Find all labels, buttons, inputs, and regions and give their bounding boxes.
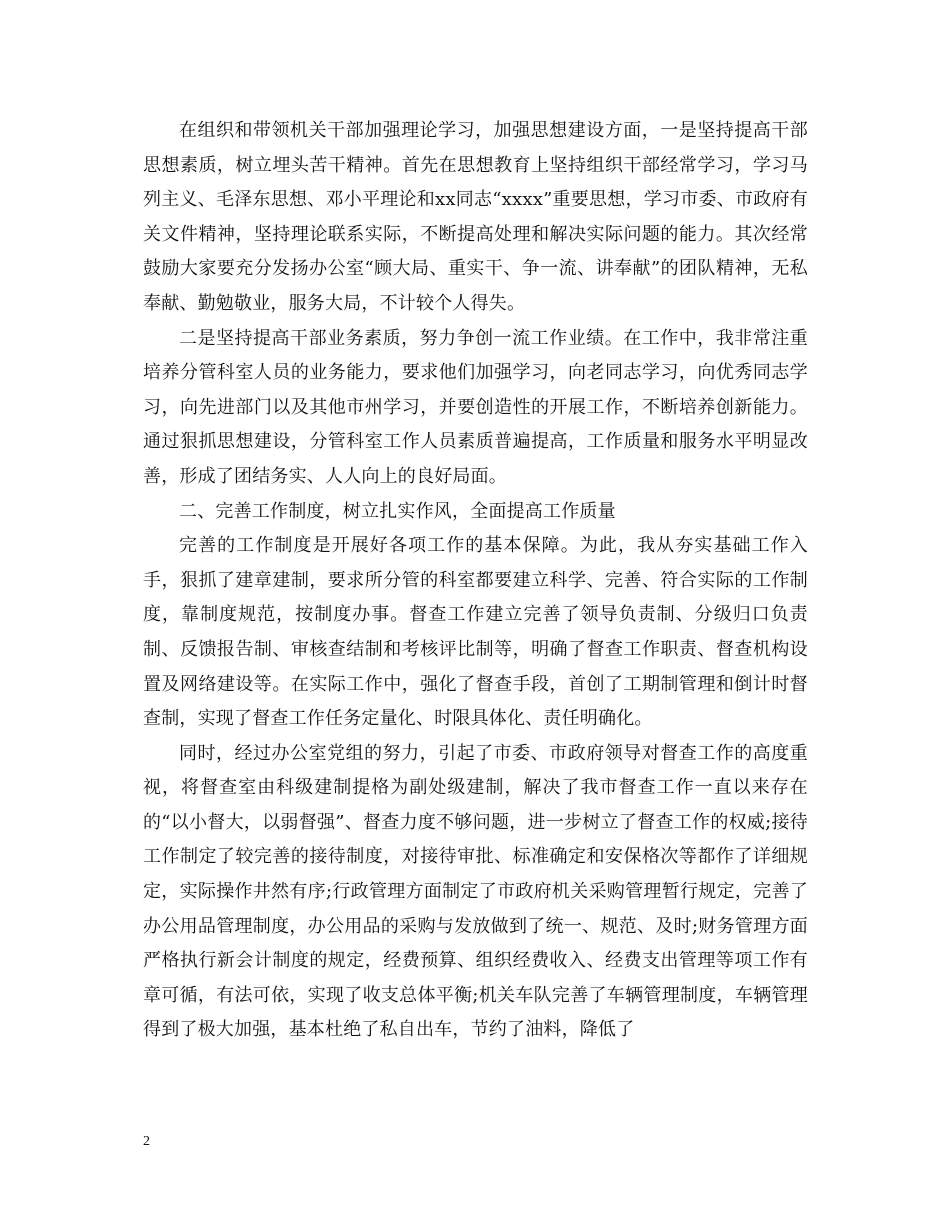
- section-heading: 二、完善工作制度，树立扎实作风，全面提高工作质量: [179, 500, 616, 522]
- page-number: 2: [143, 1134, 150, 1149]
- paragraph: 在组织和带领机关干部加强理论学习，加强思想建设方面，一是坚持提高干部思想素质，树立埋头苦干精神。首先在思想教育上坚持组织干部经常学习，学习马列主义、毛泽东思想、邓小平理论和xx同志“xxxx”重要思想，学习市委、市政府有关文件精神，坚持理论联系实际，不断提高处理和解决实际问题的能力。其次经常鼓励大家要充分发扬办公室“顾大局、重实干、争一流、讲奉献”的团队精神，无私奉献、勤勉敬业，服务大局，不计较个人得失。: [143, 120, 808, 314]
- paragraph: 二是坚持提高干部业务素质，努力争创一流工作业绩。在工作中，我非常注重培养分管科室人员的业务能力，要求他们加强学习，向老同志学习，向优秀同志学习，向先进部门以及其他市州学习，并要创造性的开展工作，不断培养创新能力。通过狠抓思想建设，分管科室工作人员素质普遍提高，工作质量和服务水平明显改善，形成了团结务实、人人向上的良好局面。: [143, 327, 808, 487]
- document-body: [143, 114, 808, 1048]
- paragraph: 完善的工作制度是开展好各项工作的基本保障。为此，我从夯实基础工作入手，狠抓了建章建制，要求所分管的科室都要建立科学、完善、符合实际的工作制度，靠制度规范，按制度办事。督查工作建立完善了领导负责制、分级归口负责制、反馈报告制、审核查结制和考核评比制等，明确了督查工作职责、督查机构设置及网络建设等。在实际工作中，强化了督查手段，首创了工期制管理和倒计时督查制，实现了督查工作任务定量化、时限具体化、责任明确化。: [143, 535, 808, 730]
- paragraph: 同时，经过办公室党组的努力，引起了市委、市政府领导对督查工作的高度重视，将督查室由科级建制提格为副处级建制，解决了我市督查工作一直以来存在的“以小督大，以弱督强”、督查力度不够问题，进一步树立了督查工作的权威;接待工作制定了较完善的接待制度，对接待审批、标准确定和安保格次等都作了详细规定，实际操作井然有序;行政管理方面制定了市政府机关采购管理暂行规定，完善了办公用品管理制度，办公用品的采购与发放做到了统一、规范、及时;财务管理方面严格执行新会计制度的规定，经费预算、组织经费收入、经费支出管理等项工作有章可循，有法可依，实现了收支总体平衡;机关车队完善了车辆管理制度，车辆管理得到了极大加强，基本杜绝了私自出车，节约了油料，降低了: [143, 742, 808, 1041]
